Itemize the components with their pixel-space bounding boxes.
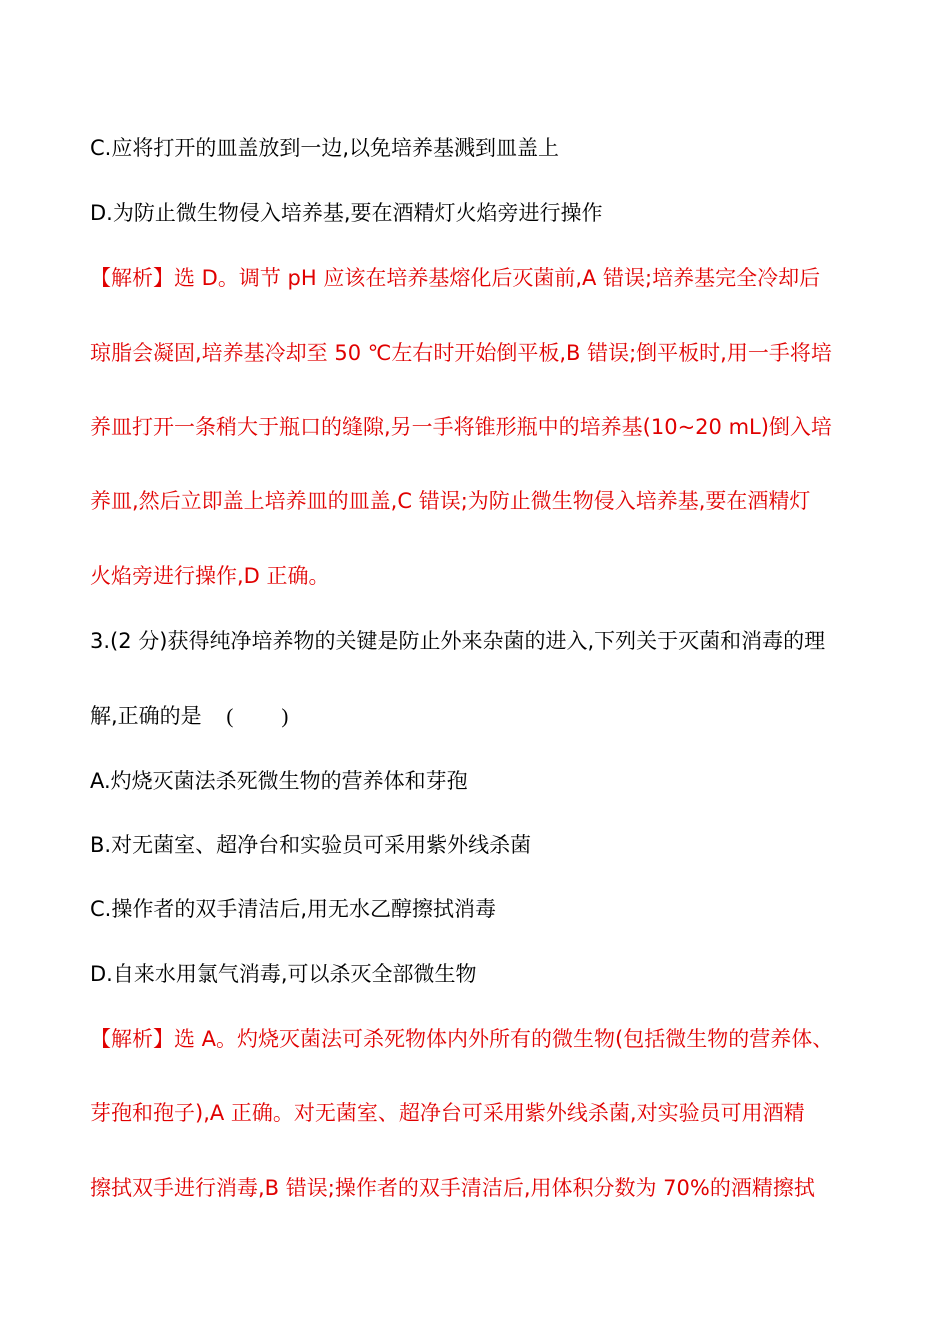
answer-paren-close: ) (281, 704, 289, 728)
prev-analysis-line-5: 火焰旁进行操作,D 正确。 (90, 564, 330, 588)
prev-analysis-line-2: 琼脂会凝固,培养基冷却至 50 ℃左右时开始倒平板,B 错误;倒平板时,用一手将培 (90, 341, 832, 365)
q3-analysis-line-3: 擦拭双手进行消毒,B 错误;操作者的双手清洁后,用体积分数为 70%的酒精擦拭 (90, 1176, 815, 1200)
q3-analysis-line-2: 芽孢和孢子),A 正确。对无菌室、超净台可采用紫外线杀菌,对实验员可用酒精 (90, 1101, 805, 1125)
q3-option-c: C.操作者的双手清洁后,用无水乙醇擦拭消毒 (90, 897, 497, 921)
q3-stem-line-2 (90, 701, 288, 731)
prev-analysis-line-3: 养皿打开一条稍大于瓶口的缝隙,另一手将锥形瓶中的培养基(10~20 mL)倒入培 (90, 415, 832, 439)
q3-stem-text: 解,正确的是 (90, 704, 202, 728)
q3-analysis-line-1: 【解析】选 A。灼烧灭菌法可杀死物体内外所有的微生物(包括微生物的营养体、 (90, 1027, 834, 1051)
q3-stem-line-1: 3.(2 分)获得纯净培养物的关键是防止外来杂菌的进入,下列关于灭菌和消毒的理 (90, 629, 826, 653)
q3-option-b: B.对无菌室、超净台和实验员可采用紫外线杀菌 (90, 833, 532, 857)
prev-option-d: D.为防止微生物侵入培养基,要在酒精灯火焰旁进行操作 (90, 201, 603, 225)
prev-analysis-line-1: 【解析】选 D。调节 pH 应该在培养基熔化后灭菌前,A 错误;培养基完全冷却后 (90, 266, 821, 290)
prev-analysis-line-4: 养皿,然后立即盖上培养皿的皿盖,C 错误;为防止微生物侵入培养基,要在酒精灯 (90, 489, 811, 513)
prev-option-c: C.应将打开的皿盖放到一边,以免培养基溅到皿盖上 (90, 136, 560, 160)
answer-paren-open: ( (226, 704, 234, 728)
q3-option-d: D.自来水用氯气消毒,可以杀灭全部微生物 (90, 962, 477, 986)
q3-option-a: A.灼烧灭菌法杀死微生物的营养体和芽孢 (90, 769, 468, 793)
